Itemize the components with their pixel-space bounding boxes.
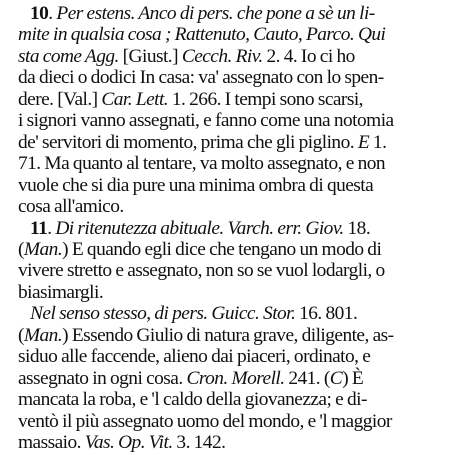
italic-text: Nel senso stesso, di pers. Guicc. Stor. (30, 303, 296, 325)
text-line (18, 345, 370, 369)
italic-text: Man. (23, 238, 63, 260)
text-line (18, 45, 355, 69)
text-span: 241. ( (284, 367, 330, 389)
italic-text: Di ritenutezza abituale. Varch. err. Giov. (55, 217, 344, 239)
text-line (30, 2, 375, 26)
text-span: vuole che si dia pure una minima ombra di questa (18, 174, 374, 196)
italic-text: Car. Lett. (101, 88, 169, 110)
text-span: siduo alle faccende, alieno dai piaceri, ordinato, e (18, 346, 371, 368)
text-line (18, 388, 367, 412)
text-span: 2. 4. Io ci ho (262, 45, 355, 67)
text-span: mancata la roba, e 'l caldo della giovanezza; e di- (18, 389, 367, 411)
italic-text: mite in qualsia cosa ; Rattenuto, Cauto, Parco. Qui (18, 24, 386, 46)
italic-text: Cecch. Riv. (181, 45, 263, 67)
text-span: de' servitori di momento, prima che gli piglino. (18, 131, 358, 153)
text-line (18, 281, 103, 305)
text-span: biasimargli. (18, 281, 104, 303)
text-span: massaio. (18, 432, 85, 453)
text-span: . (47, 217, 56, 239)
text-line (18, 431, 225, 455)
italic-text: Per estens. Anco di pers. che pone a sè un li- (56, 3, 375, 24)
italic-text: Cron. Morell. (186, 367, 285, 389)
italic-text: sta come Agg. (18, 45, 119, 67)
text-line (18, 66, 384, 90)
text-line (30, 302, 357, 326)
entry-number: 11 (30, 217, 48, 239)
text-span: cosa all'amico. (18, 196, 124, 218)
text-span: 1. (369, 131, 387, 153)
text-span: 1. 266. I tempi sono scarsi, (168, 88, 363, 110)
text-span: i signori vanno assegnati, e fanno come una notomia (18, 110, 394, 132)
text-line (30, 217, 370, 241)
text-span: ) È (342, 367, 364, 389)
italic-text: C (329, 367, 343, 389)
text-line (18, 324, 394, 348)
text-line (18, 367, 363, 391)
text-span: assegnato in ogni cosa. (18, 367, 187, 389)
text-line (18, 88, 363, 112)
text-line (18, 23, 385, 47)
text-span: dere. [Val.] (18, 88, 102, 110)
text-line (18, 410, 392, 434)
text-span: [Giust.] (118, 45, 182, 67)
italic-text: Vas. Op. Vit. (84, 432, 173, 453)
text-span: vivere stretto e assegnato, non so se vuol lodargli, o (18, 260, 385, 282)
text-span: ) E quando egli dice che tengano un modo di (62, 238, 382, 260)
text-span: 18. (343, 217, 371, 239)
text-line (18, 259, 385, 283)
text-line (18, 109, 394, 133)
text-line (18, 152, 385, 176)
text-span: ( (18, 238, 24, 260)
text-span: 3. 142. (172, 432, 226, 453)
text-span: da dieci o dodici In casa: va' assegnato con lo spen- (18, 67, 384, 89)
entry-number: 10 (30, 3, 49, 24)
text-span: 16. 801. (295, 303, 358, 325)
text-line (18, 174, 373, 198)
text-line (18, 238, 381, 262)
text-line (18, 131, 386, 155)
text-span: . (48, 3, 57, 24)
text-span: ventò il più assegnato uomo del mondo, e 'l maggior (18, 410, 392, 432)
text-span: ) Essendo Giulio di natura grave, diligente, as- (62, 324, 394, 346)
text-span: 71. Ma quanto al tentare, va molto assegnato, e non (18, 153, 386, 175)
italic-text: Man. (23, 324, 63, 346)
italic-text: E (357, 131, 370, 153)
text-span: ( (18, 324, 24, 346)
text-line (18, 195, 124, 219)
